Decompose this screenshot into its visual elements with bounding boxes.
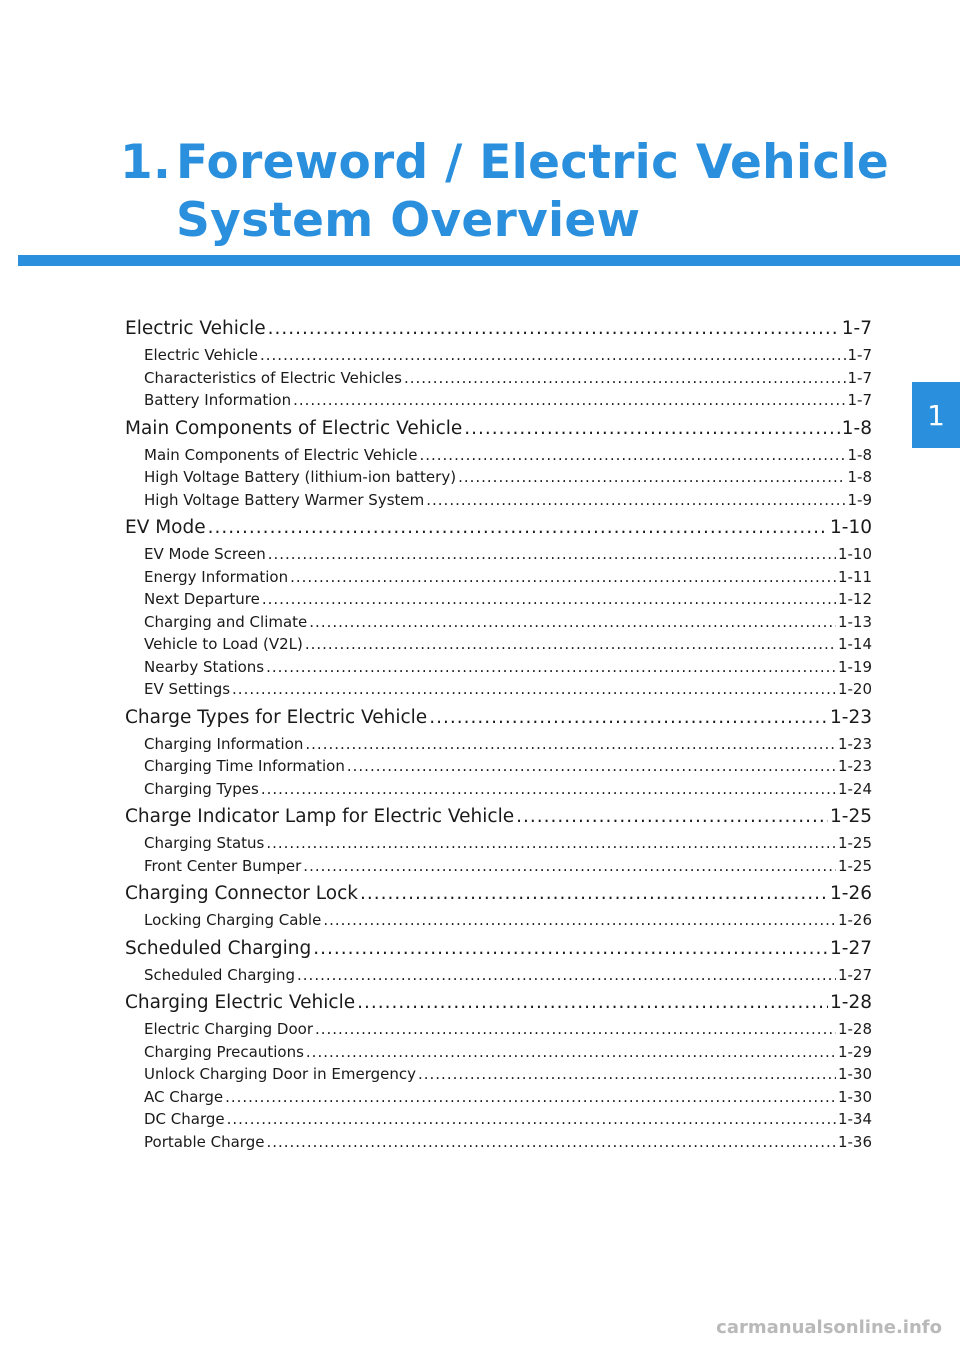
toc-entry-title: Front Center Bumper xyxy=(144,856,302,875)
dot-leader xyxy=(232,678,836,701)
toc-entry-page: 1-9 xyxy=(847,490,872,509)
toc-heading-title: EV Mode xyxy=(125,517,206,538)
dot-leader xyxy=(429,703,828,733)
dot-leader xyxy=(266,656,836,679)
toc-entry[interactable] xyxy=(125,778,872,801)
toc-entry-page: 1-8 xyxy=(847,468,872,486)
toc-heading[interactable] xyxy=(125,802,872,832)
toc-entry[interactable] xyxy=(125,633,872,656)
toc-entry-page: 1-26 xyxy=(837,911,872,929)
toc-entry[interactable] xyxy=(125,1041,872,1064)
toc-entry[interactable] xyxy=(125,543,872,566)
toc-entry-page: 1-23 xyxy=(837,757,872,775)
toc-entry-title: Charging and Climate xyxy=(144,612,308,631)
toc-entry[interactable] xyxy=(125,344,872,367)
toc-section xyxy=(125,513,872,701)
toc-heading-page: 1-28 xyxy=(830,992,872,1013)
toc-heading-title: Electric Vehicle xyxy=(125,318,266,339)
dot-leader xyxy=(426,489,845,512)
chapter-title xyxy=(120,134,889,250)
toc-entry-title: Battery Information xyxy=(144,391,292,409)
toc-entry-title: Portable Charge xyxy=(144,1132,265,1151)
toc-heading[interactable] xyxy=(125,314,872,344)
dot-leader xyxy=(404,367,846,390)
dot-leader xyxy=(347,755,836,778)
toc-heading-page: 1-23 xyxy=(830,706,872,728)
toc-entry-title: Charging Status xyxy=(144,834,265,852)
toc-entry[interactable] xyxy=(125,1063,872,1086)
dot-leader xyxy=(309,611,836,634)
dot-leader xyxy=(315,1018,836,1041)
dot-leader xyxy=(418,1063,836,1086)
toc-entry[interactable] xyxy=(125,755,872,778)
dot-leader xyxy=(516,802,828,832)
dot-leader xyxy=(313,934,828,964)
toc-heading-title: Charging Electric Vehicle xyxy=(125,992,356,1013)
toc-entry-title: Next Departure xyxy=(144,590,260,608)
toc-entry-title: Locking Charging Cable xyxy=(144,911,322,929)
title-divider xyxy=(18,255,960,266)
dot-leader xyxy=(323,909,836,932)
toc-entry-title: Unlock Charging Door in Emergency xyxy=(144,1065,416,1083)
toc-heading[interactable] xyxy=(125,414,872,444)
dot-leader xyxy=(227,1108,836,1131)
toc-entry[interactable] xyxy=(125,1086,872,1109)
toc-entry-title: Main Components of Electric Vehicle xyxy=(144,445,418,464)
toc-entry-page: 1-30 xyxy=(837,1087,872,1106)
toc-entry-page: 1-27 xyxy=(837,965,872,984)
dot-leader xyxy=(261,778,836,801)
dot-leader xyxy=(297,964,836,987)
toc-entry[interactable] xyxy=(125,1131,872,1154)
dot-leader xyxy=(268,314,840,344)
toc-entry[interactable] xyxy=(125,678,872,701)
toc-heading-page: 1-8 xyxy=(841,417,872,439)
toc-entry-title: EV Mode Screen xyxy=(144,545,266,563)
toc-entry-title: EV Settings xyxy=(144,680,231,698)
toc-entry[interactable] xyxy=(125,909,872,932)
toc-entry-page: 1-28 xyxy=(837,1020,872,1038)
toc-heading-page: 1-7 xyxy=(841,318,872,339)
toc-heading-title: Main Components of Electric Vehicle xyxy=(125,417,463,439)
dot-leader xyxy=(464,414,840,444)
dot-leader xyxy=(306,1041,836,1064)
toc-section xyxy=(125,988,872,1153)
toc-entry-page: 1-30 xyxy=(837,1065,872,1083)
toc-entry-page: 1-7 xyxy=(847,368,872,387)
dot-leader xyxy=(262,588,836,611)
chapter-title-line1 xyxy=(120,134,889,192)
toc-heading-title: Charge Types for Electric Vehicle xyxy=(125,706,428,728)
toc-entry[interactable] xyxy=(125,466,872,489)
toc-entry[interactable] xyxy=(125,656,872,679)
toc-section xyxy=(125,314,872,412)
toc-section xyxy=(125,802,872,877)
toc-entry-page: 1-12 xyxy=(837,590,872,608)
toc-entry-page: 1-14 xyxy=(837,635,872,653)
toc-entry[interactable] xyxy=(125,964,872,987)
toc-entry-page: 1-24 xyxy=(837,779,872,798)
toc-entry[interactable] xyxy=(125,733,872,756)
toc-entry[interactable] xyxy=(125,588,872,611)
dot-leader xyxy=(266,1131,836,1154)
chapter-tab[interactable]: 1 xyxy=(912,382,960,448)
toc-entry-page: 1-10 xyxy=(837,545,872,563)
toc-heading-page: 1-26 xyxy=(830,883,872,904)
toc-entry-title: Charging Precautions xyxy=(144,1042,304,1061)
toc-heading-title: Scheduled Charging xyxy=(125,937,312,959)
toc-entry-title: Vehicle to Load (V2L) xyxy=(144,635,303,653)
toc-entry[interactable] xyxy=(125,1108,872,1131)
toc-entry[interactable] xyxy=(125,489,872,512)
dot-leader xyxy=(293,389,845,412)
dot-leader xyxy=(260,344,846,367)
toc-entry-page: 1-7 xyxy=(847,391,872,409)
toc-entry-page: 1-11 xyxy=(837,567,872,586)
toc-entry-page: 1-34 xyxy=(837,1110,872,1128)
dot-leader xyxy=(305,733,836,756)
dot-leader xyxy=(268,543,836,566)
toc-entry-page: 1-13 xyxy=(837,612,872,631)
footer-watermark: carmanualsonline.info xyxy=(716,1317,942,1338)
toc-entry-title: High Voltage Battery Warmer System xyxy=(144,490,425,509)
toc-heading[interactable] xyxy=(125,703,872,733)
toc-section xyxy=(125,879,872,932)
toc-entry-page: 1-29 xyxy=(837,1042,872,1061)
toc-heading-title: Charging Connector Lock xyxy=(125,883,358,904)
toc-entry-page: 1-7 xyxy=(847,346,872,364)
toc-entry-page: 1-20 xyxy=(837,680,872,698)
toc-entry-title: Electric Charging Door xyxy=(144,1020,313,1038)
toc-entry[interactable] xyxy=(125,1018,872,1041)
toc-entry-title: Electric Vehicle xyxy=(144,346,258,364)
toc-entry-page: 1-8 xyxy=(847,445,872,464)
toc-entry-title: Scheduled Charging xyxy=(144,965,296,984)
toc-entry[interactable] xyxy=(125,611,872,634)
dot-leader xyxy=(419,444,845,467)
toc-heading-page: 1-10 xyxy=(830,517,872,538)
toc-heading[interactable] xyxy=(125,988,872,1018)
dot-leader xyxy=(290,566,836,589)
toc-entry-title: Charging Information xyxy=(144,734,304,753)
toc-heading-page: 1-27 xyxy=(830,937,872,959)
toc-entry[interactable] xyxy=(125,367,872,390)
toc-entry[interactable] xyxy=(125,566,872,589)
dot-leader xyxy=(458,466,845,489)
dot-leader xyxy=(225,1086,836,1109)
toc-entry-page: 1-19 xyxy=(837,657,872,676)
toc-heading[interactable] xyxy=(125,934,872,964)
toc-section xyxy=(125,414,872,512)
table-of-contents xyxy=(125,314,872,1155)
toc-entry-title: Charging Time Information xyxy=(144,757,345,775)
toc-section xyxy=(125,703,872,801)
toc-entry-title: Nearby Stations xyxy=(144,657,265,676)
toc-entry-title: DC Charge xyxy=(144,1110,225,1128)
toc-section xyxy=(125,934,872,987)
chapter-title-line2: System Overview xyxy=(176,193,641,248)
chapter-title-text-1: Foreword / Electric Vehicle xyxy=(176,135,890,190)
toc-entry-title: Charging Types xyxy=(144,779,259,798)
toc-entry[interactable] xyxy=(125,855,872,878)
dot-leader xyxy=(266,832,836,855)
toc-entry-title: Characteristics of Electric Vehicles xyxy=(144,368,402,387)
toc-heading-title: Charge Indicator Lamp for Electric Vehicle xyxy=(125,806,515,827)
toc-entry[interactable] xyxy=(125,389,872,412)
dot-leader xyxy=(360,879,828,909)
toc-entry-page: 1-36 xyxy=(837,1132,872,1151)
toc-entry-page: 1-25 xyxy=(837,834,872,852)
dot-leader xyxy=(357,988,828,1018)
chapter-number: 1. xyxy=(120,135,172,190)
dot-leader xyxy=(305,633,836,656)
toc-entry[interactable] xyxy=(125,832,872,855)
toc-entry-title: AC Charge xyxy=(144,1087,224,1106)
toc-entry-title: Energy Information xyxy=(144,567,289,586)
dot-leader xyxy=(208,513,828,543)
toc-heading[interactable] xyxy=(125,879,872,909)
toc-entry[interactable] xyxy=(125,444,872,467)
dot-leader xyxy=(303,855,836,878)
toc-heading[interactable] xyxy=(125,513,872,543)
toc-entry-page: 1-25 xyxy=(837,856,872,875)
toc-heading-page: 1-25 xyxy=(830,806,872,827)
toc-entry-title: High Voltage Battery (lithium-ion battery) xyxy=(144,468,457,486)
toc-entry-page: 1-23 xyxy=(837,734,872,753)
